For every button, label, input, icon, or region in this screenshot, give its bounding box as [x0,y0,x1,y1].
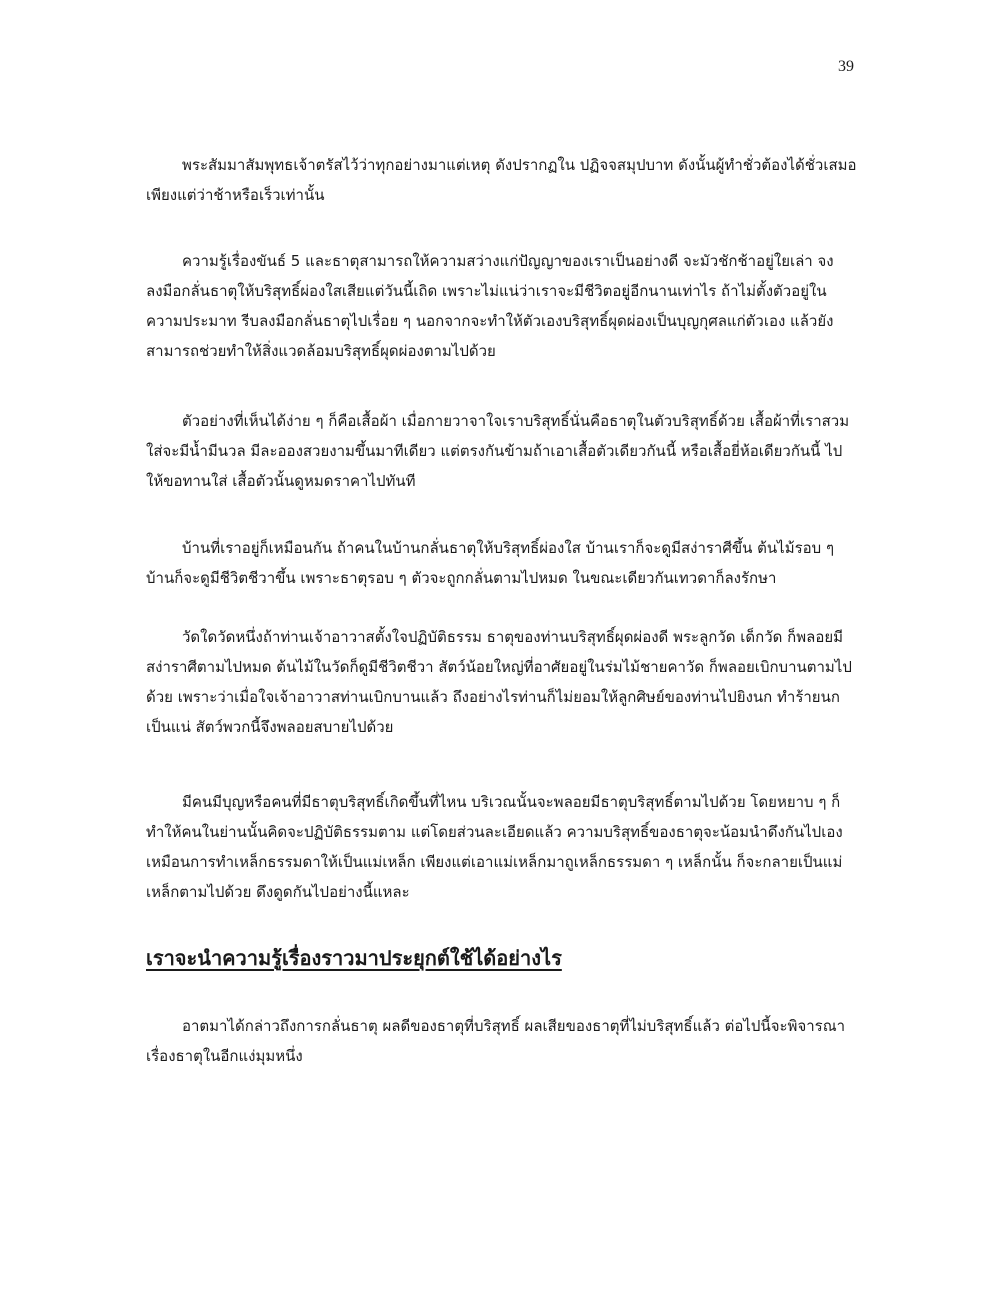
page-number: 39 [838,58,854,75]
paragraph-closing: อาตมาได้กล่าวถึงการกลั่นธาตุ ผลดีของธาตุที่บริสุทธิ์ ผลเสียของธาตุที่ไม่บริสุทธิ์แล้ว ต่อไปนี้จะพิจารณาเรื่องธาตุในอีกแง่มุมหนึ่ง [146,1017,846,1065]
paragraph-temple-example: วัดใดวัดหนึ่งถ้าท่านเจ้าอาวาสตั้งใจปฏิบัติธรรม ธาตุของท่านบริสุทธิ์ผุดผ่องดี พระลูกวัด เด็กวัด ก็พลอยมีสง่าราศีตามไปหมด ต้นไม้ในวัดก็ดูมีชีวิตชีวา สัตว์น้อยใหญ่ที่อาศัยอยู่ในร่มไม้ชายคาวัด ก็พลอยเบิกบานตามไปด้วย เพราะว่าเมื่อใจเจ้าอาวาสท่านเบิกบานแล้ว ถึงอย่างไรท่านก็ไม่ยอมให้ลูกศิษย์ของท่านไปยิงนก ทำร้ายนกเป็นแน่ สัตว์พวกนี้จึงพลอยสบายไปด้วย [146,628,852,736]
paragraph-home-example: บ้านที่เราอยู่ก็เหมือนกัน ถ้าคนในบ้านกลั่นธาตุให้บริสุทธิ์ผ่องใส บ้านเราก็จะดูมีสง่าราศีขึ้น ต้นไม้รอบ ๆ บ้านก็จะดูมีชีวิตชีวาขึ้น เพราะธาตุรอบ ๆ ตัวจะถูกกลั่นตามไปหมด ในขณะเดียวกันเทวดาก็ลงรักษา [146,539,834,587]
section-heading: เราจะนำความรู้เรื่องราวมาประยุกต์ใช้ได้อย่างไร [146,946,562,970]
paragraph-magnet-analogy: มีคนมีบุญหรือคนที่มีธาตุบริสุทธิ์เกิดขึ้นที่ไหน บริเวณนั้นจะพลอยมีธาตุบริสุทธิ์ตามไปด้วย โดยหยาบ ๆ ก็ทำให้คนในย่านนั้นคิดจะปฏิบัติธรรมตาม แต่โดยส่วนละเอียดแล้ว ความบริสุทธิ์ของธาตุจะน้อมนำดึงกันไปเองเหมือนการทำเหล็กธรรมดาให้เป็นแม่เหล็ก เพียงแต่เอาแม่เหล็กมาถูเหล็กธรรมดา ๆ เหล็กนั้น ก็จะกลายเป็นแม่เหล็กตามไปด้วย ดึงดูดกันไปอย่างนี้แหละ [146,793,843,901]
paragraph-cause-and-effect: พระสัมมาสัมพุทธเจ้าตรัสไว้ว่าทุกอย่างมาแต่เหตุ ดังปรากฏใน ปฏิจจสมุปบาท ดังนั้นผู้ทำชั่วต้องได้ชั่วเสมอ เพียงแต่ว่าช้าหรือเร็วเท่านั้น [146,156,857,204]
paragraph-five-aggregates: ความรู้เรื่องขันธ์ 5 และธาตุสามารถให้ความสว่างแก่ปัญญาของเราเป็นอย่างดี จะมัวชักช้าอยู่ใยเล่า จงลงมือกลั่นธาตุให้บริสุทธิ์ผ่องใสเสียแต่วันนี้เถิด เพราะไม่แน่ว่าเราจะมีชีวิตอยู่อีกนานเท่าไร ถ้าไม่ตั้งตัวอยู่ในความประมาท รีบลงมือกลั่นธาตุไปเรื่อย ๆ นอกจากจะทำให้ตัวเองบริสุทธิ์ผุดผ่องเป็นบุญกุศลแก่ตัวเอง แล้วยังสามารถช่วยทำให้สิ่งแวดล้อมบริสุทธิ์ผุดผ่องตามไปด้วย [146,252,834,360]
paragraph-clothing-example: ตัวอย่างที่เห็นได้ง่าย ๆ ก็คือเสื้อผ้า เมื่อกายวาจาใจเราบริสุทธิ์นั่นคือธาตุในตัวบริสุทธิ์ด้วย เสื้อผ้าที่เราสวมใส่จะมีน้ำมีนวล มีละอองสวยงามขึ้นมาทีเดียว แต่ตรงกันข้ามถ้าเอาเสื้อตัวเดียวกันนี้ หรือเสื้อยี่ห้อเดียวกันนี้ ไปให้ขอทานใส่ เสื้อตัวนั้นดูหมดราคาไปทันที [146,412,850,490]
